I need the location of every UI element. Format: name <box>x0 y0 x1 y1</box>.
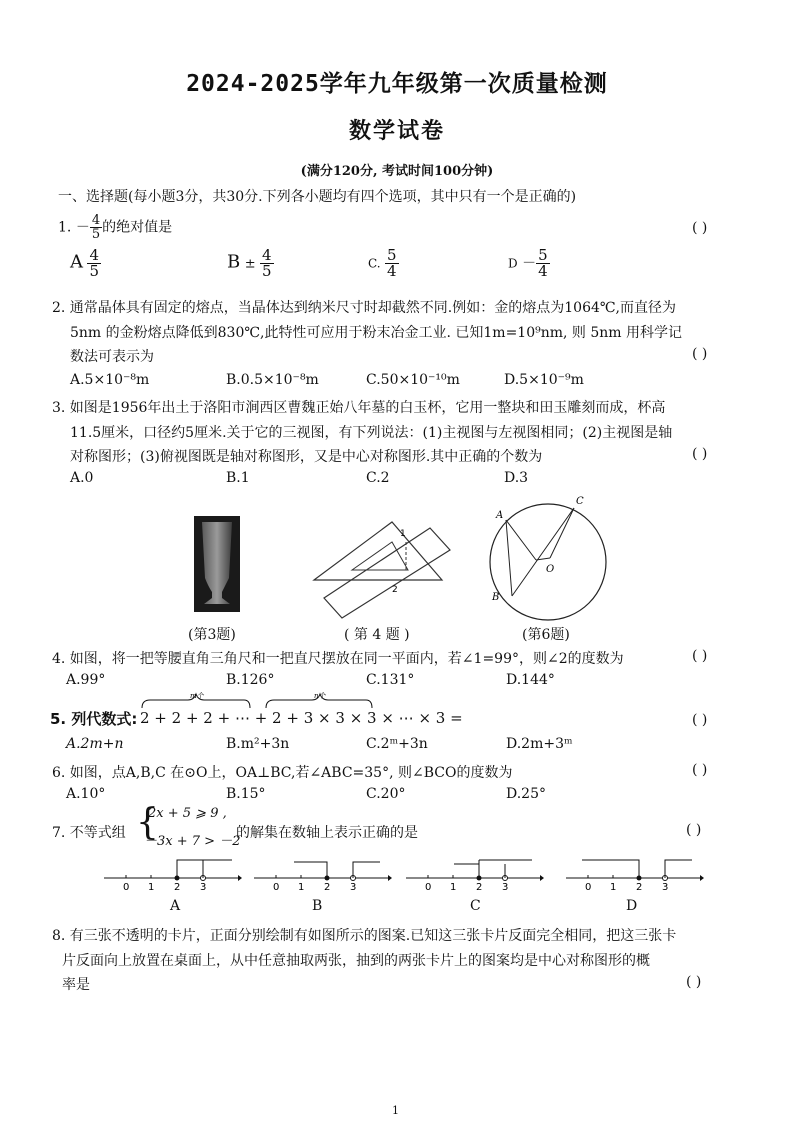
q1-option-d-label: D <box>508 256 518 271</box>
q5-option-b[interactable]: B.m²+3n <box>226 736 290 752</box>
q1-option-b-den: 5 <box>262 262 272 280</box>
q1-answer-paren[interactable]: ( ) <box>692 220 708 236</box>
q7-suffix: 的解集在数轴上表示正确的是 <box>236 825 418 841</box>
q5-brace-2-label: n个 <box>314 692 326 700</box>
q2-line-2: 5nm 的金粉熔点降低到830℃,此特性可应用于粉末冶金工业. 已知1m=10⁹nm, 则 5nm 用科学记 <box>70 325 683 341</box>
q6-option-c[interactable]: C.20° <box>366 786 406 802</box>
q7-number-line-a[interactable] <box>100 852 242 892</box>
q6-text: 6. 如图，点A,B,C 在⊙O上，OA⊥BC,若∠ABC=35°, 则∠BCO的度数为 <box>52 765 513 781</box>
q1-numerator: 4 <box>91 213 101 228</box>
q1-option-b[interactable] <box>227 248 274 279</box>
q2-option-a[interactable]: A.5×10⁻⁸m <box>70 372 150 388</box>
q1-option-d-sign: － <box>522 255 537 272</box>
q1-option-a-num: 4 <box>89 246 99 264</box>
figure-4-label-2: 2 <box>392 585 398 595</box>
q3-option-a[interactable]: A.0 <box>70 470 94 486</box>
q7-answer-paren[interactable]: ( ) <box>686 822 702 838</box>
q8-answer-paren[interactable]: ( ) <box>686 974 702 990</box>
q5-equals: = <box>450 709 463 727</box>
q5-option-c[interactable]: C.2ᵐ+3n <box>366 736 428 752</box>
q5-plus: + <box>286 709 299 727</box>
tick-2: 2 <box>476 882 483 893</box>
figure-6-label-o: O <box>546 564 555 575</box>
q3-line-1: 3. 如图是1956年出土于洛阳市涧西区曹魏正始八年墓的白玉杯，它用一整块和田玉雕刻而成，杯高 <box>52 400 666 416</box>
tick-1: 1 <box>148 882 155 893</box>
q1-option-b-sign: ± <box>244 256 256 272</box>
figure-6-label-a: A <box>496 510 504 521</box>
q1-option-b-num: 4 <box>262 246 272 264</box>
q7-label-a[interactable]: A <box>170 898 181 914</box>
q1-option-c-den: 4 <box>387 262 397 280</box>
q4-option-d[interactable]: D.144° <box>506 672 555 688</box>
q7-number-line-b[interactable] <box>250 852 392 892</box>
q5-answer-paren[interactable]: ( ) <box>692 712 708 728</box>
tick-3: 3 <box>200 882 207 893</box>
tick-2: 2 <box>324 882 331 893</box>
figure-4-triangle-ruler <box>312 520 452 620</box>
q1-sign: － <box>75 219 90 236</box>
q7-label-d[interactable]: D <box>626 898 638 914</box>
q6-answer-paren[interactable]: ( ) <box>692 762 708 778</box>
q1-option-d-den: 4 <box>538 262 548 280</box>
q2-line-1: 2. 通常晶体具有固定的熔点，当晶体达到纳米尺寸时却截然不同.例如：金的熔点为1064℃,而直径为 <box>52 300 676 316</box>
figure-3-caption: (第3题) <box>188 627 236 643</box>
q2-option-b[interactable]: B.0.5×10⁻⁸m <box>226 372 319 388</box>
tick-1: 1 <box>298 882 305 893</box>
q7-label-c[interactable]: C <box>470 898 481 914</box>
q1-option-b-label: B <box>227 251 241 273</box>
q8-line-1: 8. 有三张不透明的卡片，正面分别绘制有如图所示的图案.已知这三张卡片反面完全相同，把这三张卡 <box>52 928 677 944</box>
tick-0: 0 <box>585 882 592 893</box>
q4-text: 4. 如图，将一把等腰直角三角尺和一把直尺摆放在同一平面内，若∠1=99°，则∠2的度数为 <box>52 651 624 667</box>
q3-line-3: 对称图形；(3)俯视图既是轴对称图形，又是中心对称图形.其中正确的个数为 <box>70 449 543 465</box>
section-heading: 一、选择题(每小题3分，共30分.下列各小题均有四个选项，其中只有一个是正确的) <box>58 189 577 205</box>
page-subtitle: 数学试卷 <box>348 118 445 144</box>
q6-option-b[interactable]: B.15° <box>226 786 266 802</box>
q5-brace-1-label: m个 <box>190 692 204 700</box>
figure-6-circle <box>482 488 612 622</box>
q2-line-3: 数法可表示为 <box>70 349 154 365</box>
q5-braces <box>140 692 390 710</box>
tick-0: 0 <box>123 882 130 893</box>
q1-denominator: 5 <box>91 227 101 242</box>
q3-line-2: 11.5厘米，口径约5厘米.关于它的三视图，有下列说法：(1)主视图与左视图相同；(2)主视图是轴 <box>70 425 673 441</box>
q5-option-a[interactable]: A.2m+n <box>66 736 124 752</box>
figure-4-label-1: 1 <box>400 529 406 539</box>
q1-option-c-num: 5 <box>387 246 397 264</box>
q5-expression <box>140 709 463 727</box>
q4-option-c[interactable]: C.131° <box>366 672 415 688</box>
q2-answer-paren[interactable]: ( ) <box>692 346 708 362</box>
tick-1: 1 <box>450 882 457 893</box>
page-number: 1 <box>392 1104 399 1117</box>
tick-2: 2 <box>636 882 643 893</box>
figure-6-label-c: C <box>576 496 584 507</box>
q4-option-b[interactable]: B.126° <box>226 672 275 688</box>
figure-6-label-b: B <box>492 592 500 603</box>
q7-inequality-2: －3x + 7 > －2 <box>144 834 241 849</box>
q7-system-brace: { <box>136 802 159 843</box>
q2-option-c[interactable]: C.50×10⁻¹⁰m <box>366 372 460 388</box>
figure-6-caption: (第6题) <box>522 627 570 643</box>
q1-option-d[interactable] <box>508 248 550 279</box>
q7-number-line-c[interactable] <box>402 852 544 892</box>
q1-text: 的绝对值是 <box>102 219 173 236</box>
q2-option-d[interactable]: D.5×10⁻⁹m <box>504 372 584 388</box>
q1-option-d-num: 5 <box>538 246 548 264</box>
q1-option-a[interactable] <box>70 248 101 279</box>
q5-expression-2: 3 × 3 × 3 × ⋯ × 3 <box>303 709 446 727</box>
q4-option-a[interactable]: A.99° <box>66 672 106 688</box>
q8-line-2: 片反面向上放置在桌面上，从中任意抽取两张，抽到的两张卡片上的图案均是中心对称图形的概 <box>62 953 650 969</box>
jade-cup-figure <box>194 516 240 612</box>
q1-option-c-label: C. <box>368 256 381 271</box>
q1-number: 1. <box>58 219 72 236</box>
q3-option-d[interactable]: D.3 <box>504 470 529 486</box>
tick-1: 1 <box>610 882 617 893</box>
tick-3: 3 <box>662 882 669 893</box>
tick-0: 0 <box>425 882 432 893</box>
q5-option-d[interactable]: D.2m+3ᵐ <box>506 736 573 752</box>
tick-2: 2 <box>174 882 181 893</box>
tick-3: 3 <box>502 882 509 893</box>
q3-option-b[interactable]: B.1 <box>226 470 250 486</box>
q1-option-a-den: 5 <box>89 262 99 280</box>
q3-option-c[interactable]: C.2 <box>366 470 390 486</box>
q6-option-a[interactable]: A.10° <box>66 786 106 802</box>
q1-option-c[interactable] <box>368 248 399 279</box>
q1-option-a-label: A <box>70 251 83 273</box>
tick-3: 3 <box>350 882 357 893</box>
question-1 <box>58 214 172 241</box>
q7-number-line-d[interactable] <box>562 852 704 892</box>
figure-4-caption: ( 第 4 题 ) <box>344 627 410 643</box>
q3-answer-paren[interactable]: ( ) <box>692 446 708 462</box>
q5-label: 5. 列代数式: <box>50 710 138 728</box>
q7-inequality-1: 2x + 5 ⩾ 9 , <box>148 806 227 821</box>
q6-option-d[interactable]: D.25° <box>506 786 546 802</box>
q7-prefix: 7. 不等式组 <box>52 825 126 841</box>
page-title: 2024-2025学年九年级第一次质量检测 <box>186 71 608 97</box>
q7-label-b[interactable]: B <box>312 898 323 914</box>
q5-expression-1: 2 + 2 + 2 + ⋯ + 2 <box>140 709 282 727</box>
q4-answer-paren[interactable]: ( ) <box>692 648 708 664</box>
q8-line-3: 率是 <box>62 977 90 993</box>
tick-0: 0 <box>273 882 280 893</box>
exam-note: (满分120分, 考试时间100分钟) <box>300 164 494 179</box>
